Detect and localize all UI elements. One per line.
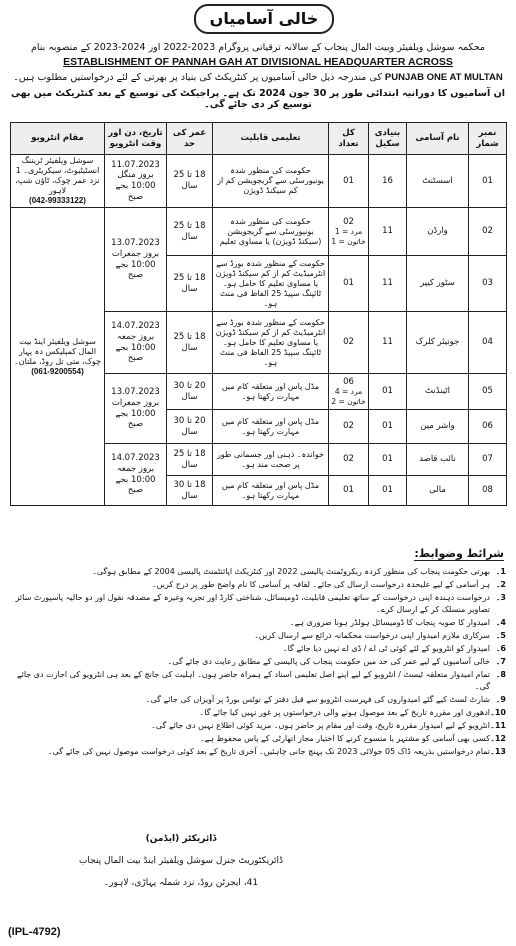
interview-day: بروز منگل: [117, 170, 154, 181]
table-row: [11, 155, 507, 208]
venue-lahore-phone: (042-99333122): [29, 196, 86, 205]
terms-item-text: درخواست دہندہ اپنی درخواست کے ساتھ تعلیمی قابلیت، ڈومیسائل، شناختی کارڈ اور تجربہ وغیرہ کے مصدقہ نقول اور دو حالیہ پاسپورٹ سائز تصاویر منسلک کر کے ارسال کرے۔: [15, 593, 490, 614]
cell-qualification: حکومت کی منظور شدہ یونیورسٹی سے گریجویشن کم از کم سیکنڈ ڈویژن: [213, 155, 329, 208]
col-count: کل تعداد: [329, 123, 369, 155]
terms-item-text: امیدوار کا صوبہ پنجاب کا ڈومیسائل ہولڈر ہونا ضروری ہے۔: [289, 618, 490, 627]
terms-item-text: ادھوری اور مقررہ تاریخ کے بعد موصول ہونے والی درخواستوں پر غور نہیں کیا جائے گا۔: [199, 708, 490, 717]
project-location: PUNJAB ONE AT MULTAN: [384, 72, 503, 83]
col-qualification: تعلیمی قابلیت: [213, 123, 329, 155]
count-total: 06: [343, 376, 354, 387]
terms-item: [14, 746, 506, 758]
cell-interview: [105, 374, 167, 444]
cell-no: 03: [469, 256, 507, 312]
cell-age: 20 تا 30 سال: [167, 410, 213, 444]
interview-time: 10:00 بجے صبح: [115, 181, 156, 202]
terms-item: [14, 592, 506, 616]
cell-no: 01: [469, 155, 507, 208]
cell-venue-lahore: [11, 155, 105, 208]
terms-item: [14, 733, 506, 745]
cell-no: 04: [469, 312, 507, 374]
cell-post: اٹینڈنٹ: [407, 374, 469, 410]
terms-item-text: تمام امیدوار متعلقہ ٹیسٹ / انٹرویو کے لیے اپنے اصل تعلیمی اسناد کے ہمراہ حاضر ہوں۔ اہلیت کی جانچ کے بعد ہی انٹرویو کی اجازت دی جائے گی۔: [16, 670, 490, 691]
cell-bps: 01: [369, 476, 407, 506]
terms-item: [14, 630, 506, 642]
col-scale: بنیادی سکیل: [369, 123, 407, 155]
interview-date: 14.07.2023: [111, 453, 160, 464]
table-row: [11, 208, 507, 256]
cell-age: 18 تا 25 سال: [167, 155, 213, 208]
cell-bps: 11: [369, 256, 407, 312]
terms-item-text: تمام درخواستیں بذریعہ ڈاک 05 جولائی 2023 تک پہنچ جانی چاہئیں۔ آخری تاریخ کے بعد کوئی درخواست موصول نہیں کی جائے گی۔: [47, 747, 490, 756]
cell-count: 01: [329, 476, 369, 506]
cell-count: [329, 208, 369, 256]
cell-bps: 01: [369, 444, 407, 476]
intro-line-3: ان آسامیوں کا دورانیہ ابتدائی طور پر 30 جون 2024 تک ہے۔ پراجیکٹ کی توسیع کے بعد کنٹریکٹ میں بھی توسیع کر دی جائے گی۔: [11, 88, 505, 110]
interview-time: 10:00 بجے صبح: [115, 408, 156, 430]
terms-item-number: 8۔: [495, 670, 506, 679]
terms-item-number: 10۔: [490, 708, 506, 717]
interview-day: بروز جمعرات: [111, 248, 160, 259]
cell-age: 18 تا 25 سال: [167, 444, 213, 476]
terms-item: [14, 617, 506, 629]
cell-count: [329, 374, 369, 410]
terms-item: [14, 579, 506, 591]
signature-address: 41، ایجرٹن روڈ، نزد شملہ پہاڑی، لاہور۔: [103, 878, 259, 888]
cell-no: 08: [469, 476, 507, 506]
col-serial: نمبر شمار: [469, 123, 507, 155]
cell-venue-multan: [11, 208, 105, 506]
terms-item: [14, 720, 506, 732]
terms-heading: شرائط وضوابط:: [414, 547, 504, 560]
col-post: نام آسامی: [407, 123, 469, 155]
advertisement: [6, 4, 510, 942]
terms-item-text: امیدوار کو انٹرویو کے لئے کوئی ٹی اے / ڈی اے نہیں دیا جائے گا۔: [282, 644, 490, 653]
terms-list: [14, 566, 506, 759]
interview-date: 13.07.2023: [111, 238, 160, 249]
venue-lahore: سوشل ویلفیئر ٹریننگ انسٹیٹیوٹ، سیکریٹری۔ 1 نزد عمر چوک، ٹاؤن شپ، لاہور: [15, 156, 100, 195]
cell-age: 18 تا 25 سال: [167, 256, 213, 312]
cell-post: نائب قاصد: [407, 444, 469, 476]
terms-item-number: 1۔: [495, 567, 506, 576]
cell-no: 05: [469, 374, 507, 410]
interview-date: 11.07.2023: [111, 159, 160, 170]
cell-bps: 01: [369, 410, 407, 444]
cell-bps: 11: [369, 208, 407, 256]
cell-interview: [105, 444, 167, 506]
intro-line-2: [6, 72, 510, 83]
vacancies-table: [10, 122, 507, 506]
interview-time: 10:00 بجے صبح: [115, 342, 156, 364]
cell-count: 02: [329, 444, 369, 476]
cell-qualification: حکومت کی منظور شدہ یونیورسٹی سے گریجویشن (سیکنڈ ڈویژن) یا مساوی تعلیم: [213, 208, 329, 256]
table-header-row: [11, 123, 507, 155]
interview-day: بروز جمعہ: [116, 331, 155, 342]
intro-line-1: محکمہ سوشل ویلفیئر وبیت المال پنجاب کے سالانہ ترقیاتی پروگرام 2023-2022 اور 2024-2023 کے منصوبہ بنام: [31, 42, 485, 53]
cell-qualification: مڈل پاس اور متعلقہ کام میں مہارت رکھتا ہو۔: [213, 410, 329, 444]
cell-age: 20 تا 30 سال: [167, 374, 213, 410]
cell-post: وارڈن: [407, 208, 469, 256]
cell-bps: 16: [369, 155, 407, 208]
cell-interview: [105, 208, 167, 312]
terms-item-text: خالی آسامیوں کے لیے عمر کی حد میں حکومت پنجاب کی پالیسی کے مطابق رعایت دی جائے گی۔: [167, 657, 490, 666]
terms-item-number: 4۔: [495, 618, 506, 627]
interview-date: 13.07.2023: [111, 387, 160, 398]
count-gender-split: مرد = 4 خاتون = 2: [331, 387, 366, 406]
terms-item-text: انٹرویو کے لیے امیدوار مقررہ تاریخ، وقت اور مقام پر حاضر ہوں۔ مزید کوئی اطلاع نہیں دی جائے گی۔: [151, 721, 490, 730]
interview-time: 10:00 بجے صبح: [115, 474, 156, 496]
venue-multan-phone: (061-9200554): [31, 366, 84, 376]
signature-office: ڈائریکٹوریٹ جنرل سوشل ویلفیئر اینڈ بیت المال پنجاب: [78, 856, 284, 866]
cell-count: 01: [329, 256, 369, 312]
cell-post: جونیئر کلرک: [407, 312, 469, 374]
col-age: عمر کی حد: [167, 123, 213, 155]
terms-item-number: 6۔: [495, 644, 506, 653]
cell-bps: 01: [369, 374, 407, 410]
cell-no: 07: [469, 444, 507, 476]
terms-item-number: 12۔: [490, 734, 506, 743]
banner-title: خالی آسامیاں: [209, 9, 319, 28]
interview-date: 14.07.2023: [111, 321, 160, 332]
terms-item: [14, 694, 506, 706]
cell-age: 18 تا 25 سال: [167, 312, 213, 374]
terms-item-number: 3۔: [495, 593, 506, 602]
terms-item-text: ہر آسامی کے لیے علیحدہ درخواست ارسال کی جائے۔ لفافہ پر آسامی کا نام واضح طور پر درج کریں۔: [151, 580, 490, 589]
cell-post: اسسٹنٹ: [407, 155, 469, 208]
terms-item-text: بھرتی حکومت پنجاب کی منظور کردہ ریکروٹمنٹ پالیسی 2022 اور کنٹریکٹ اپائنٹمنٹ پالیسی 2004 کے مطابق ہوگی۔: [92, 567, 490, 576]
cell-bps: 11: [369, 312, 407, 374]
cell-qualification: مڈل پاس اور متعلقہ کام میں مہارت رکھتا ہو۔: [213, 476, 329, 506]
terms-item-number: 2۔: [495, 580, 506, 589]
interview-time: 10:00 بجے صبح: [115, 259, 156, 281]
ipl-reference: (IPL-4792): [8, 926, 61, 938]
cell-interview: [105, 312, 167, 374]
cell-post: مالی: [407, 476, 469, 506]
cell-age: 18 تا 30 سال: [167, 476, 213, 506]
terms-item-number: 7۔: [495, 657, 506, 666]
terms-item: [14, 643, 506, 655]
terms-item-number: 13۔: [490, 747, 506, 756]
count-total: 02: [343, 216, 354, 227]
venue-multan: سوشل ویلفیئر اینڈ بیت المال کمپلیکس دہ پہار چوک، متی تل روڈ، ملتان۔: [14, 336, 101, 366]
cell-no: 02: [469, 208, 507, 256]
terms-item-text: کسی بھی آسامی کو مشتہر یا منسوخ کرنے کا اختیار مجاز اتھارٹی کے پاس محفوظ ہے۔: [199, 734, 490, 743]
project-name: ESTABLISHMENT OF PANNAH GAH AT DIVISIONAL HEADQUARTER ACROSS: [63, 56, 453, 68]
terms-item: [14, 669, 506, 693]
terms-item-text: شارٹ لسٹ کیے گئے امیدواروں کی فہرست انٹرویو سے قبل دفتر کے نوٹس بورڈ پر آویزاں کی جائے گی۔: [145, 695, 490, 704]
cell-no: 06: [469, 410, 507, 444]
cell-interview: [105, 155, 167, 208]
cell-count: 02: [329, 410, 369, 444]
cell-post: واشر مین: [407, 410, 469, 444]
terms-item-text: سرکاری ملازم امیدوار اپنی درخواست محکمانہ ذرائع سے ارسال کریں۔: [254, 631, 490, 640]
cell-qualification: حکومت کے منظور شدہ بورڈ سے انٹرمیڈیٹ کم از کم سیکنڈ ڈویژن یا مساوی تعلیم کا حامل ہو۔ ٹائپنگ سپیڈ 25 الفاظ فی منٹ ہو۔: [213, 312, 329, 374]
terms-item-number: 5۔: [495, 631, 506, 640]
col-interview-venue: مقام انٹرویو: [11, 123, 105, 155]
cell-qualification: مڈل پاس اور متعلقہ کام میں مہارت رکھتا ہو۔: [213, 374, 329, 410]
terms-item-number: 9۔: [495, 695, 506, 704]
count-gender-split: مرد = 1 خاتون = 1: [331, 227, 366, 246]
terms-item: [14, 566, 506, 578]
signature-title: ڈائریکٹر (ایڈمن): [145, 834, 217, 844]
col-interview-date: تاریخ، دن اور وقت انٹرویو: [105, 123, 167, 155]
interview-day: بروز جمعہ: [116, 463, 155, 474]
cell-qualification: حکومت کے منظور شدہ بورڈ سے انٹرمیڈیٹ کم از کم سیکنڈ ڈویژن یا مساوی تعلیم کا حامل ہو۔ ٹائپنگ سپیڈ 25 الفاظ فی منٹ ہو۔: [213, 256, 329, 312]
cell-count: 01: [329, 155, 369, 208]
interview-day: بروز جمعرات: [111, 397, 160, 408]
cell-qualification: خواندہ۔ ذہنی اور جسمانی طور پر صحت مند ہو۔: [213, 444, 329, 476]
cell-count: 02: [329, 312, 369, 374]
terms-item-number: 11۔: [490, 721, 506, 730]
vacancies-banner: [194, 4, 334, 34]
cell-post: سٹور کیپر: [407, 256, 469, 312]
terms-item: [14, 707, 506, 719]
intro-line-2-text: کی مندرجہ ذیل خالی آسامیوں پر کنٹریکٹ کی بنیاد پر بھرتی کے لئے درخواستیں مطلوب ہیں۔: [13, 72, 382, 83]
cell-age: 18 تا 25 سال: [167, 208, 213, 256]
terms-item: [14, 656, 506, 668]
